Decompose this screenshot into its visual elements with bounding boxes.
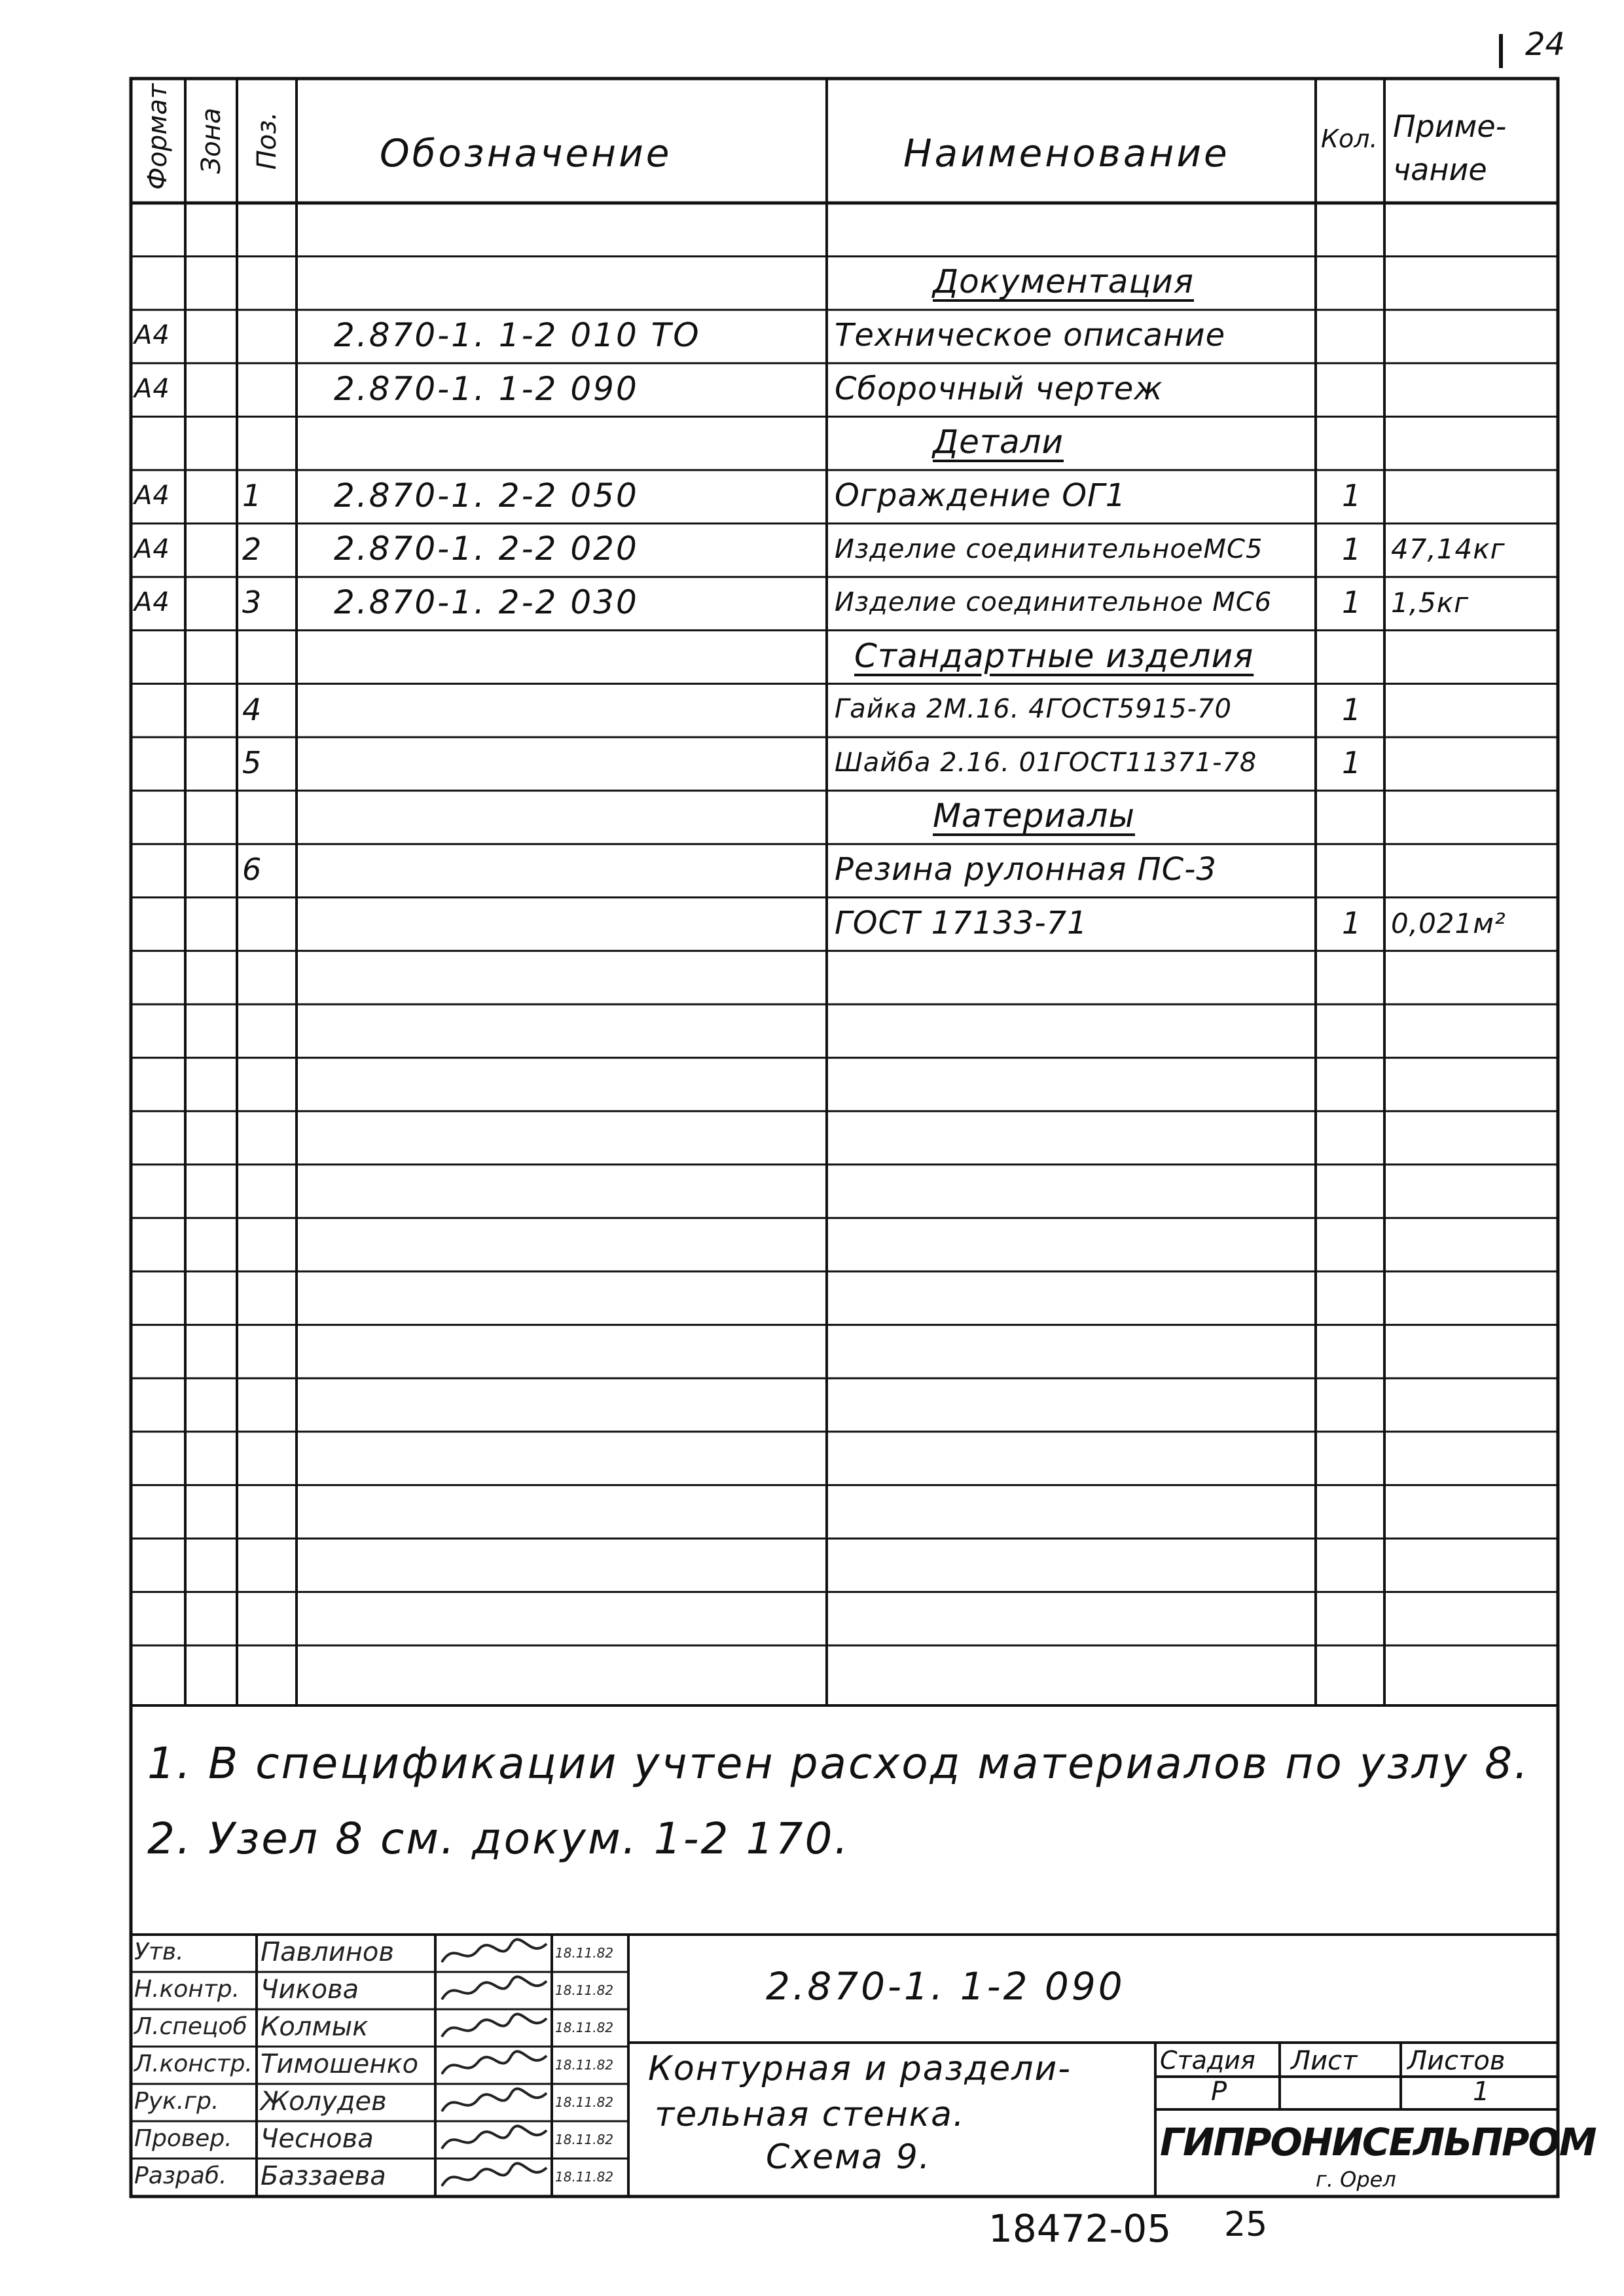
row-10-qty: 1	[1342, 745, 1362, 781]
header-format: Формат	[143, 83, 173, 190]
row-6-designation: 2.870-1. 2-2 020	[334, 530, 639, 568]
signature-0-role: Утв.	[134, 1939, 184, 1966]
signature-4-role: Рук.гр.	[134, 2088, 219, 2115]
signature-6-role: Разраб.	[134, 2162, 227, 2190]
stage-label: Стадия	[1160, 2046, 1255, 2075]
row-13-qty: 1	[1342, 905, 1362, 941]
header-qty: Кол.	[1321, 124, 1378, 153]
signature-3-date: 18.11.82	[555, 2057, 614, 2073]
header-designation: Обозначение	[380, 131, 672, 175]
row-12-pos: 6	[242, 852, 262, 888]
header-note: Приме- чание	[1393, 109, 1507, 187]
row-2-designation: 2.870-1. 1-2 010 ТО	[334, 316, 701, 354]
sheets-value: 1	[1473, 2077, 1490, 2107]
signature-0-scribble	[439, 1937, 550, 1970]
organization: ГИПРОНИСЕЛЬПРОМ	[1160, 2120, 1596, 2164]
row-1-name: Документация	[933, 263, 1194, 301]
row-5-format: А4	[134, 481, 170, 511]
signature-5-role: Провер.	[134, 2125, 232, 2153]
row-2-format: А4	[134, 320, 170, 351]
header-zone: Зона	[196, 107, 226, 174]
row-5-designation: 2.870-1. 2-2 050	[334, 476, 639, 515]
row-13-name: ГОСТ 17133-71	[835, 904, 1088, 941]
signature-0-date: 18.11.82	[555, 1945, 614, 1961]
signature-1-role: Н.контр.	[134, 1976, 240, 2003]
signature-2-scribble	[439, 2012, 550, 2045]
row-11-name: Материалы	[933, 797, 1135, 835]
row-5-qty: 1	[1342, 478, 1362, 514]
note-2: 2. Узел 8 см. докум. 1-2 170.	[147, 1813, 850, 1864]
row-5-name: Ограждение ОГ1	[835, 477, 1127, 515]
sheet-label: Лист	[1291, 2046, 1358, 2076]
row-12-name: Резина рулонная ПС-3	[835, 851, 1217, 888]
title-line-3: Схема 9.	[766, 2138, 931, 2177]
row-7-name: Изделие соединительное МС6	[835, 587, 1272, 618]
signature-3-role: Л.констр.	[134, 2050, 253, 2078]
row-10-name: Шайба 2.16. 01ГОСТ11371-78	[835, 748, 1257, 778]
signature-6-date: 18.11.82	[555, 2169, 614, 2185]
city: г. Орел	[1316, 2167, 1396, 2192]
row-2-name: Техническое описание	[835, 317, 1226, 354]
stage-value: Р	[1211, 2077, 1227, 2107]
signature-2-name: Колмык	[261, 2011, 369, 2042]
signature-1-scribble	[439, 1975, 550, 2007]
row-6-qty: 1	[1342, 531, 1362, 567]
row-5-pos: 1	[242, 478, 262, 514]
header-name: Наименование	[903, 131, 1230, 175]
signature-6-name: Баззаева	[261, 2160, 386, 2191]
sheets-label: Листов	[1407, 2046, 1506, 2076]
signature-6-scribble	[439, 2161, 550, 2194]
row-7-format: А4	[134, 587, 170, 618]
signature-3-scribble	[439, 2049, 550, 2082]
signature-2-date: 18.11.82	[555, 2020, 614, 2036]
signature-1-date: 18.11.82	[555, 1982, 614, 1999]
archive-number: 18472-05	[988, 2206, 1172, 2251]
row-7-note: 1,5кг	[1391, 586, 1470, 619]
row-7-pos: 3	[242, 585, 262, 621]
row-13-note: 0,021м²	[1391, 907, 1506, 939]
row-10-pos: 5	[242, 745, 262, 781]
row-7-designation: 2.870-1. 2-2 030	[334, 583, 639, 621]
signature-4-scribble	[439, 2086, 550, 2119]
row-3-name: Сборочный чертеж	[835, 370, 1163, 407]
signature-5-scribble	[439, 2124, 550, 2157]
row-3-format: А4	[134, 373, 170, 404]
title-line-1: Контурная и раздели-	[648, 2049, 1072, 2088]
row-9-pos: 4	[242, 691, 262, 727]
row-4-name: Детали	[933, 423, 1064, 462]
header-pos: Поз.	[252, 111, 282, 170]
page-number: 25	[1224, 2205, 1268, 2244]
row-9-qty: 1	[1342, 691, 1362, 727]
signature-4-name: Жолудев	[261, 2086, 387, 2117]
document-code: 2.870-1. 1-2 090	[766, 1964, 1125, 2009]
row-6-format: А4	[134, 534, 170, 564]
row-6-pos: 2	[242, 531, 262, 567]
signature-2-role: Л.спецоб	[134, 2013, 247, 2041]
signature-1-name: Чикова	[261, 1974, 359, 2005]
row-8-name: Стандартные изделия	[854, 636, 1254, 675]
row-7-qty: 1	[1342, 585, 1362, 621]
sheet-number: 24	[1525, 26, 1566, 63]
signature-4-date: 18.11.82	[555, 2094, 614, 2111]
row-6-name: Изделие соединительноеМС5	[835, 534, 1263, 564]
signature-5-date: 18.11.82	[555, 2132, 614, 2148]
row-9-name: Гайка 2М.16. 4ГОСТ5915-70	[835, 694, 1232, 725]
row-6-note: 47,14кг	[1391, 533, 1506, 566]
signature-3-name: Тимошенко	[261, 2049, 419, 2079]
signature-0-name: Павлинов	[261, 1937, 394, 1967]
title-line-2: тельная стенка.	[655, 2095, 965, 2134]
signature-5-name: Чеснова	[261, 2123, 374, 2154]
note-1: 1. В спецификации учтен расход материалов по узлу 8.	[147, 1738, 1530, 1789]
row-3-designation: 2.870-1. 1-2 090	[334, 369, 639, 408]
